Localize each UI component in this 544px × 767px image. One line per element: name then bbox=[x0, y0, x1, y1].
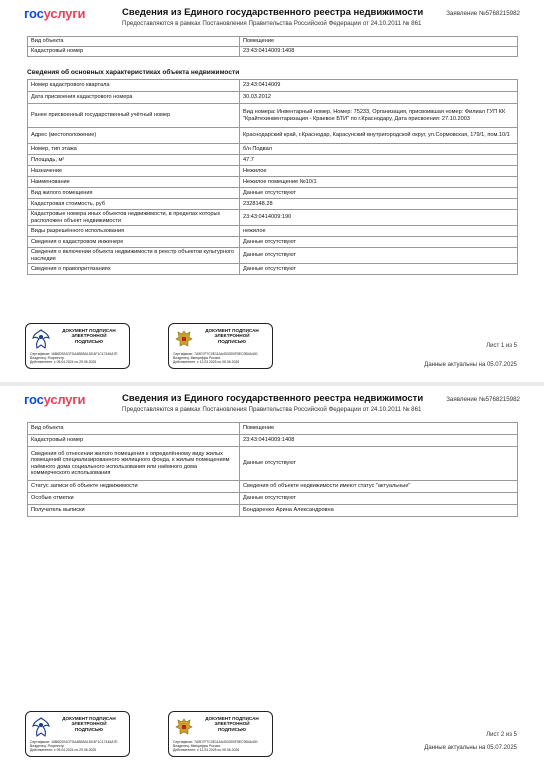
table-row: Вид объекта Помещение bbox=[28, 37, 518, 47]
sheet-number: Лист 1 из 5 bbox=[486, 343, 517, 349]
coat-of-arms-icon bbox=[173, 716, 195, 738]
table-row: Сведения о кадастровом инженере Данные отсутствуют bbox=[28, 237, 518, 248]
stamp-title: ДОКУМЕНТ ПОДПИСАН ЭЛЕКТРОННОЙ ПОДПИСЬЮ bbox=[205, 328, 259, 344]
table-row: Кадастровая стоимость, руб 2328148.28 bbox=[28, 199, 518, 210]
document-subtitle: Предоставляются в рамках Постановления Правительства Российской Федерации от 24.10.2011 № 861 bbox=[122, 20, 422, 27]
stamp-title: ДОКУМЕНТ ПОДПИСАН ЭЛЕКТРОННОЙ ПОДПИСЬЮ bbox=[205, 716, 259, 732]
table-row: Наименование Нежилое помещение №10/1 bbox=[28, 177, 518, 188]
stamp-title: ДОКУМЕНТ ПОДПИСАН ЭЛЕКТРОННОЙ ПОДПИСЬЮ bbox=[62, 328, 116, 344]
table-row: Адрес (местоположение) Краснодарский край, г.Краснодар, Карасунский внутригородской округ, ул.Сормовская, 179/1, пом.10/1 bbox=[28, 128, 518, 144]
rosreestr-emblem-icon bbox=[30, 716, 52, 738]
stamp-title: ДОКУМЕНТ ПОДПИСАН ЭЛЕКТРОННОЙ ПОДПИСЬЮ bbox=[62, 716, 116, 732]
stamp-meta: Сертификат: 7A9D7F7C0E11AA4533D0F5EC9B4A400 Владелец: Минцифры России Действителен: с 12.03.2025 по 05.06.2026 bbox=[173, 352, 258, 365]
section-title: Сведения об основных характеристиках объекта недвижимости bbox=[27, 69, 240, 76]
object-table bbox=[27, 36, 518, 57]
table-row: Виды разрешённого использования нежилое bbox=[28, 226, 518, 237]
rosreestr-signature-stamp bbox=[25, 323, 130, 369]
table-row: Вид жилого помещения Данные отсутствуют bbox=[28, 188, 518, 199]
table-row: Номер, тип этажа б/н Подвал bbox=[28, 144, 518, 155]
document-subtitle: Предоставляются в рамках Постановления Правительства Российской Федерации от 24.10.2011 № 861 bbox=[122, 406, 422, 413]
rosreestr-emblem-icon bbox=[30, 328, 52, 350]
table-row: Площадь, м² 47.7 bbox=[28, 155, 518, 166]
table-row: Получатель выписки Бондаренко Арина Александровна bbox=[28, 505, 518, 517]
table-row: Кадастровый номер 23:43:0414009:1408 bbox=[28, 435, 518, 447]
document-page-2 bbox=[0, 386, 544, 767]
coat-of-arms-icon bbox=[173, 328, 195, 350]
document-title: Сведения из Единого государственного реестра недвижимости bbox=[122, 7, 424, 18]
gosuslugi-logo: госуслуги bbox=[24, 6, 86, 21]
table-row: Сведения об отнесении жилого помещения к определённому виду жилых помещений специализированного жилищного фонда, к жилым помещениям наёмного дома социального использования или наёмного дома коммерческого использования Данные отсутствуют bbox=[28, 447, 518, 481]
table-row: Кадастровый номер 23:43:0414009:1408 bbox=[28, 47, 518, 57]
statement-number: Заявление №5768215982 bbox=[446, 10, 520, 17]
document-page-1 bbox=[0, 0, 544, 382]
table-row: Статус записи об объекте недвижимости Сведения об объекте недвижимости имеют статус "актуальные" bbox=[28, 481, 518, 493]
stamp-meta: Сертификат: 7A9D7F7C0E11AA4533D0F5EC9B4A400 Владелец: Минцифры России Действителен: с 12.03.2025 по 05.06.2026 bbox=[173, 740, 258, 753]
mincifry-signature-stamp bbox=[168, 323, 273, 369]
table-row: Сведения о включении объекта недвижимости в реестр объектов культурного наследия Данные отсутствуют bbox=[28, 248, 518, 264]
table-row: Дата присвоения кадастрового номера 30.03.2012 bbox=[28, 92, 518, 104]
table-row: Кадастровые номера иных объектов недвижимости, в пределах которых расположен объект недвижимости 23:43:0414009:190 bbox=[28, 210, 518, 226]
gosuslugi-logo: госуслуги bbox=[24, 392, 86, 407]
stamp-meta: Сертификат: 16B6D924CFDA4BB9A1DE4F1C17446A7E Владелец: Росреестр Действителен: с 05.04.2024 по 29.06.2025 bbox=[30, 740, 118, 753]
stamp-meta: Сертификат: 16B6D924CFDA4BB9A1DE4F1C17446A7E Владелец: Росреестр Действителен: с 05.04.2024 по 29.06.2025 bbox=[30, 352, 118, 365]
table-row: Вид объекта Помещение bbox=[28, 423, 518, 435]
mincifry-signature-stamp bbox=[168, 711, 273, 757]
table-row: Назначение Нежилое bbox=[28, 166, 518, 177]
sheet-number: Лист 2 из 5 bbox=[486, 732, 517, 738]
additional-table bbox=[27, 422, 518, 517]
table-row: Особые отметки Данные отсутствуют bbox=[28, 493, 518, 505]
statement-number: Заявление №5768215982 bbox=[446, 396, 520, 403]
rosreestr-signature-stamp bbox=[25, 711, 130, 757]
actual-date: Данные актуальны на 05.07.2025 bbox=[424, 362, 517, 368]
characteristics-table bbox=[27, 79, 518, 275]
actual-date: Данные актуальны на 05.07.2025 bbox=[424, 745, 517, 751]
table-row: Сведения о правопритязаниях Данные отсутствуют bbox=[28, 264, 518, 275]
table-row: Номер кадастрового квартала 23:43:0414009 bbox=[28, 80, 518, 92]
table-row: Ранее присвоенный государственный учётный номер Вид номера: Инвентарный номер, Номер: 75233, Организация, присвоившая номер: Филиал ГУП КК "Крайтехинвентаризация - Краевое БТИ" по г.Краснодару, Дата присвоения: 27.10.2003 bbox=[28, 104, 518, 128]
document-title: Сведения из Единого государственного реестра недвижимости bbox=[122, 393, 424, 404]
